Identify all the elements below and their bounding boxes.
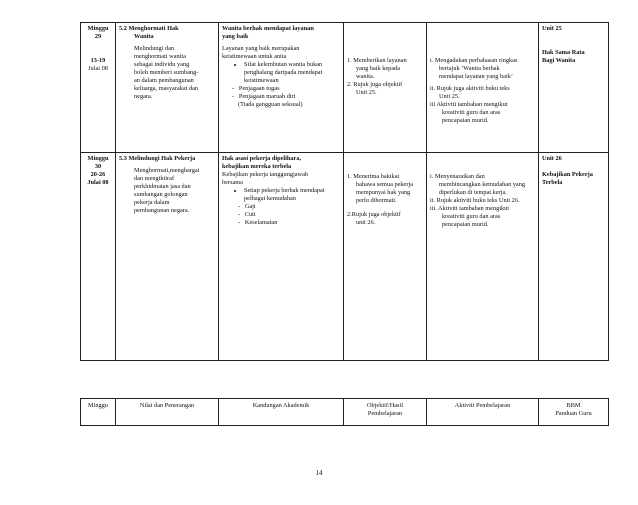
value-line: pembangunan negara.	[134, 207, 190, 214]
value-cell	[116, 153, 219, 361]
value-line: an dalam pembangunan	[134, 77, 194, 84]
unit-title: Hak Sama Rata	[542, 49, 585, 56]
table-row	[81, 153, 609, 361]
legend-materials-line: Panduan Guru	[555, 410, 592, 417]
week-label: Minggu	[87, 155, 109, 162]
content-line: bersama	[222, 179, 243, 186]
objective-line: 1. Memberikan layanan	[347, 57, 407, 64]
unit-title-cont: Bagi Wanita	[542, 57, 576, 64]
list-item: - Gaji	[238, 203, 256, 210]
activity-cell	[427, 23, 539, 153]
objective-line: bahawa semua pekerja	[356, 181, 413, 188]
column-legend-table	[80, 398, 609, 426]
objective-line: unit 26.	[356, 219, 376, 226]
value-line: pekerja dalam	[134, 199, 170, 206]
legend-activities: Aktiviti Pembelajaran	[427, 399, 539, 426]
content-title: Hak asasi pekerja dipelihara,	[222, 155, 302, 162]
activity-line: pencapaian murid.	[442, 117, 489, 124]
objective-cell	[344, 153, 427, 361]
legend-values: Nilai dan Penerangan	[116, 399, 219, 426]
activity-line: membincangkan kemudahan yang	[439, 181, 526, 188]
objective-line: Unit 25.	[356, 89, 377, 96]
week-number: 29	[94, 33, 102, 40]
objective-line: 2.Rujuk juga objektif	[347, 211, 401, 218]
value-title: 5.2 Menghormati Hak	[119, 25, 179, 32]
activity-line: iii. Aktiviti tambahan mengikut	[430, 205, 510, 212]
bullet-text: keistimewaan	[244, 77, 279, 84]
content-title-cont: kebajikan mereka terbela	[222, 163, 292, 170]
value-cell	[116, 23, 219, 153]
dash-text: Penjagaan maruah diri	[238, 93, 296, 100]
page-number: 14	[315, 469, 323, 477]
week-dates: 20-26	[90, 171, 106, 178]
bullet-text: penghalang daripada mendapat	[244, 69, 323, 76]
objective-line: yang baik kepada	[356, 65, 401, 72]
unit-title-cont: Terbela	[542, 179, 563, 186]
value-line: boleh memberi sumbang-	[134, 69, 199, 76]
value-description	[119, 45, 215, 101]
activity-cell	[427, 153, 539, 361]
activity-line: mendapat layanan yang baik’	[439, 73, 513, 80]
week-label: Minggu	[87, 25, 109, 32]
dash-subtext: (Tiada gangguan seksual)	[238, 101, 303, 108]
legend-week: Minggu	[81, 399, 116, 426]
legend-materials	[539, 399, 609, 426]
content-cell	[219, 153, 344, 361]
content-line: Kebajikan pekerja tanggungjawab	[222, 171, 309, 178]
legend-materials-line: BBM	[566, 402, 581, 409]
content-cell	[219, 23, 344, 153]
unit-title: Kebajikan Pekerja	[542, 171, 593, 178]
activity-line: i. Menyenaraikan dan	[430, 173, 485, 180]
legend-objectives-line: Objektif/Hasil	[366, 402, 404, 409]
table-row	[81, 399, 609, 426]
value-line: menghormati wanita	[134, 53, 186, 60]
activity-line: kreativiti guru dan aras	[442, 109, 501, 116]
week-month: Julai 08	[88, 65, 108, 72]
value-line: dan mengiktiraf	[134, 175, 175, 182]
content-title-cont: yang baik	[222, 33, 249, 40]
list-item: - Keselamatan	[238, 219, 278, 226]
list-item: - Penjagaan maruah diri	[232, 93, 296, 100]
lesson-plan-table	[80, 22, 609, 361]
content-title: Wanita berhak mendapat layanan	[222, 25, 314, 32]
list-item: - Cuti	[238, 211, 256, 218]
objective-line: mempunyai hak yang	[356, 189, 411, 196]
unit-label: Unit 26	[542, 155, 562, 162]
value-line: sumbangan golongan	[134, 191, 188, 198]
activity-line: i. Mengadakan perbahasan ringkas	[430, 57, 518, 64]
value-description	[119, 167, 215, 215]
activity-line: bertajuk ‘Wanita berhak	[439, 65, 500, 72]
unit-label: Unit 25	[542, 25, 562, 32]
value-line: sebagai individu yang	[134, 61, 190, 68]
objective-line: perlu dihormati.	[356, 197, 397, 204]
content-line: keistimewaan untuk anita	[222, 53, 287, 60]
activity-line: ii. Rujuk aktiviti buku teks Unit 26.	[430, 197, 520, 204]
objective-line: 2. Rujuk juga objektif	[347, 81, 403, 88]
week-number: 30	[94, 163, 102, 170]
week-cell	[81, 23, 116, 153]
dash-text: Cuti	[244, 211, 256, 218]
dash-text: Gaji	[244, 203, 256, 210]
dash-text: Penjagaan tugas	[238, 85, 280, 92]
objective-line: 1. Menerima hakikat	[347, 173, 400, 180]
week-month: Julai 08	[87, 179, 109, 186]
activity-line: pencapaian murid.	[442, 221, 489, 228]
value-title-cont: Wanita	[134, 33, 154, 40]
objective-line: wanita.	[356, 73, 375, 80]
bullet-text: Sifat kelembutan wanita bukan	[244, 61, 323, 68]
week-dates: 13-19	[90, 57, 106, 64]
content-line: Layanan yang baik merupakan	[222, 45, 300, 52]
week-cell	[81, 153, 116, 361]
content-bullets	[222, 187, 340, 203]
dash-text: Keselamatan	[244, 219, 278, 226]
value-title: 5.3 Melindungi Hak Pekerja	[119, 155, 196, 162]
activity-line: diperlukan di tempat kerja.	[439, 189, 507, 196]
activity-line: ii. Rujuk juga aktiviti buku teks	[430, 85, 510, 92]
activity-line: kreativiti guru dan aras	[442, 213, 501, 220]
list-item	[244, 61, 340, 85]
content-bullets	[222, 61, 340, 85]
unit-cell	[539, 23, 609, 153]
bullet-text: pelbagai kemudahan	[244, 195, 296, 202]
list-item	[244, 187, 340, 203]
list-item: - Penjagaan tugas	[232, 85, 280, 92]
legend-objectives	[344, 399, 427, 426]
legend-objectives-line: Pembelajaran	[367, 410, 403, 417]
value-line: Melindungi dan	[134, 45, 175, 52]
activity-line: iii Aktiviti tambahan mengikut	[430, 101, 508, 108]
bullet-text: Setiap pekerja berhak mendapat	[244, 187, 325, 194]
value-line: negara.	[134, 93, 153, 100]
value-line: Menghormati,menghargai	[134, 167, 200, 174]
value-line: perkhidmatan jasa dan	[134, 183, 191, 190]
legend-content: Kandungan Akademik	[219, 399, 344, 426]
objective-cell	[344, 23, 427, 153]
table-row	[81, 23, 609, 153]
value-line: keluarga, masyarakat dan	[134, 85, 199, 92]
activity-line: Unit 25.	[439, 93, 460, 100]
unit-cell	[539, 153, 609, 361]
